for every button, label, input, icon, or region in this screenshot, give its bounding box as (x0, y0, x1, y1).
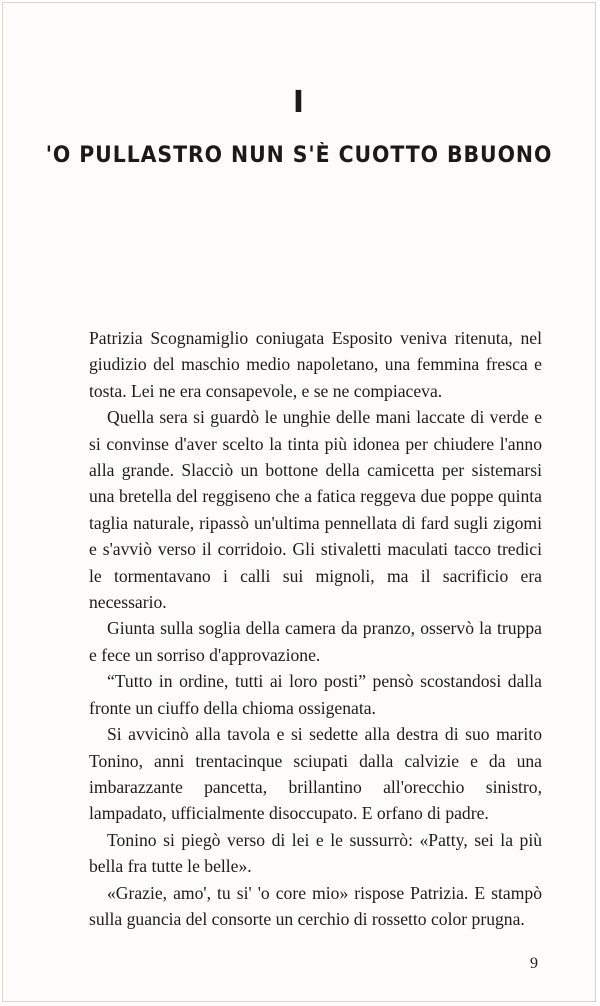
paragraph: Quella sera si guardò le unghie delle mani laccate di verde e si convinse d'aver scelto la tinta più idonea per chiudere l'anno alla grande. Slacciò un bottone della camicetta per sistemarsi una bretella del reggiseno che a fatica reggeva due poppe quinta taglia naturale, ripassò un'ultima pennellata di fard sugli zigomi e s'avviò verso il corridoio. Gli stivaletti maculati tacco tredici le tormentavano i calli sui mignoli, ma il sacrificio era necessario. (89, 407, 542, 613)
paragraph: “Tutto in ordine, tutti ai loro posti” pensò scostandosi dalla fronte un ciuffo della chioma ossigenata. (89, 671, 542, 718)
paragraph: Tonino si piegò verso di lei e le sussurrò: «Patty, sei la più bella fra tutte le belle». (89, 829, 542, 877)
page-number: 9 (530, 955, 538, 972)
chapter-body (89, 325, 542, 932)
chapter-title: 'O PULLASTRO NUN S'È CUOTTO BBUONO (45, 143, 553, 168)
paragraph: Patrizia Scognamiglio coniugata Esposito veniva ritenuta, nel giudizio del maschio medio napoletano, una femmina fresca e tosta. Lei ne era consapevole, e se ne compiaceva. (89, 328, 542, 401)
paragraph: Si avvicinò alla tavola e si sedette alla destra di suo marito Tonino, anni trentacinque sciupati dalla calvizie e da una imbarazzante pancetta, brillantino all'orecchio sinistro, lampadato, ufficialmente disoccupato. E orfano di padre. (89, 724, 542, 824)
paragraph: «Grazie, amo', tu si' 'o core mio» rispose Patrizia. E stampò sulla guancia del consorte un cerchio di rossetto color prugna. (89, 882, 542, 929)
book-page (2, 2, 596, 1002)
chapter-number: I (292, 85, 306, 120)
paragraph: Giunta sulla soglia della camera da pranzo, osservò la truppa e fece un sorriso d'approvazione. (89, 618, 542, 665)
